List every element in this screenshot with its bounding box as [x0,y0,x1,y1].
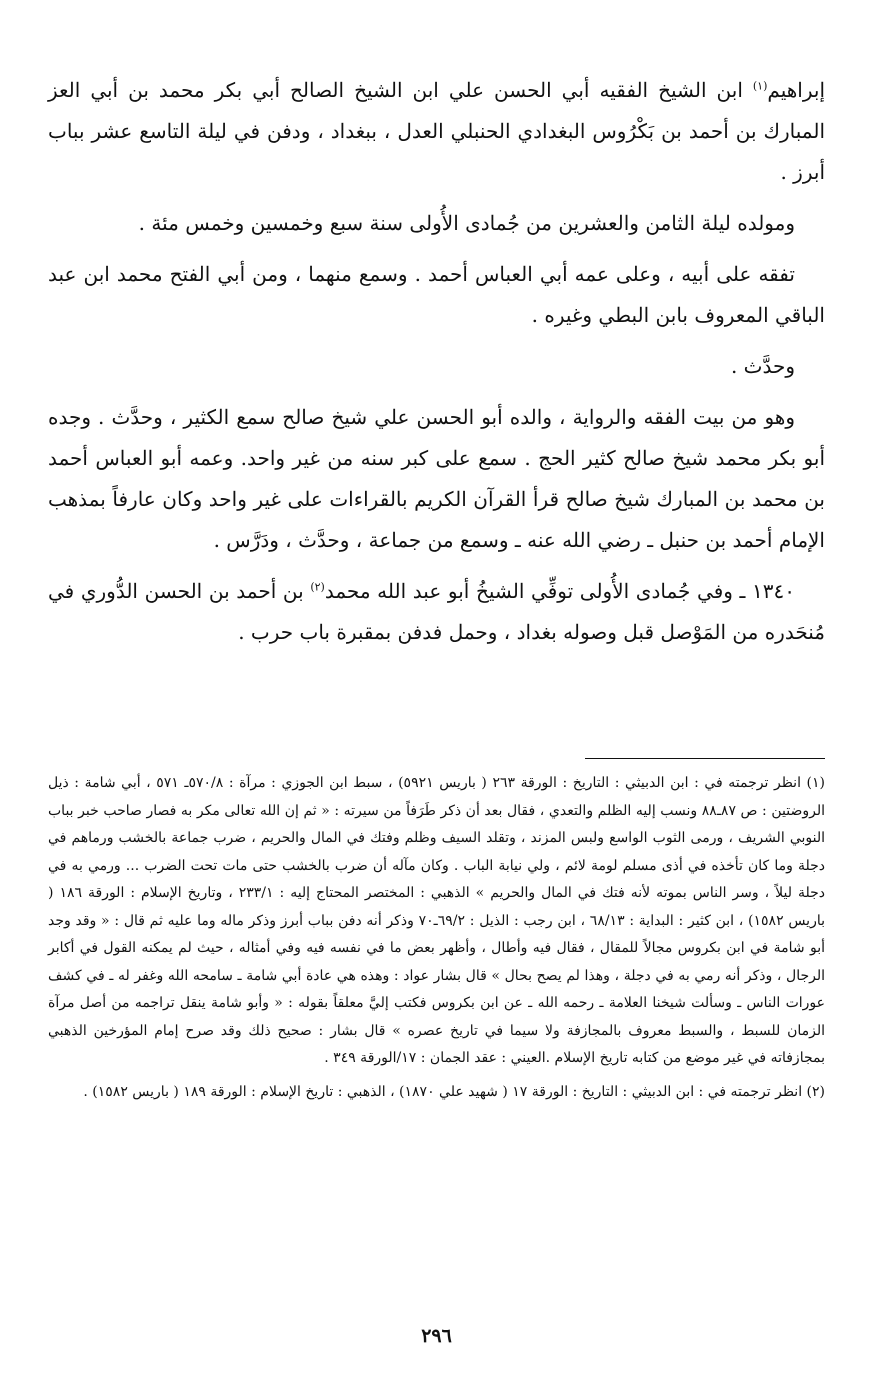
paragraph-study: تفقه على أبيه ، وعلى عمه أبي العباس أحمد . وسمع منهما ، ومن أبي الفتح محمد ابن عبد الباقي المعروف بابن البطي وغيره . [48,262,825,327]
footnote-divider [585,758,825,759]
footnote-ref-2: (٢) [310,580,325,594]
paragraph-ibrahim-lead: إبراهيم [767,78,825,102]
page-number: ٢٩٦ [421,1325,452,1347]
entry-1340-lead: ١٣٤٠ ـ وفي جُمادى الأُولى توفِّي الشيخُ أبو عبد الله محمد [324,579,795,603]
paragraph-ibrahim-text: ابن الشيخ الفقيه أبي الحسن علي ابن الشيخ الصالح أبي بكر محمد بن أبي العز المبارك بن أحمد بن بَكْرُوس البغدادي الحنبلي العدل ، ببغداد ، ودفن في ليلة التاسع عشر بباب أبرز . [48,78,825,184]
footnote-2: (٢) انظر ترجمته في : ابن الدبيثي : التاريخ : الورقة ١٧ ( شهيد علي ١٨٧٠) ، الذهبي : تاريخ الإسلام : الورقة ١٨٩ ( باريس ١٥٨٢) . [83,1083,825,1100]
footnote-ref-1: (١) [752,79,768,93]
entry-1340-text: بن أحمد بن الحسن الدُّوري في مُنحَدره من المَوْصل قبل وصوله بغداد ، وحمل فدفن بمقبرة باب حرب . [48,579,825,644]
main-text [48,70,825,653]
paragraph-narrated: وحدَّث . [730,354,795,378]
paragraph-family: وهو من بيت الفقه والرواية ، والده أبو الحسن علي شيخ صالح سمع الكثير ، وحدَّث . وجده أبو بكر محمد شيخ صالح كثير الحج . سمع على كبر سنه من غير واحد. وعمه أبو العباس أحمد بن محمد بن المبارك شيخ صالح قرأ القرآن الكريم بالقراءات على غير واحد وكان عارفاً بمذهب الإمام أحمد بن حنبل ـ رضي الله عنه ـ وسمع من جماعة ، وحدَّث ، ودَرَّس . [48,405,825,552]
paragraph-ibrahim [48,70,825,193]
footnote-1: (١) انظر ترجمته في : ابن الدبيثي : التاريخ : الورقة ٢٦٣ ( باريس ٥٩٢١) ، سبط ابن الجوزي : مرآة : ٥٧٠/٨ـ ٥٧١ ، أبي شامة : ذيل الروضتين : ص ٨٧ـ٨٨ ونسب إليه الظلم والتعدي ، فقال بعد أن ذكر طَرَفاً من سيرته : « ثم إن الله تعالى مكر به فصار صاحب خبر بباب النوبي الشريف ، ورمى الثوب الواسع ولبس المزند ، وتقلد السيف وظلم وفتك في المال والحريم ، ضرب جماعة بالخشب ورماهم في دجلة وما كان تأخذه في أذى مسلم لومة لائم ، ولي نيابة الباب . وكان مآله أن ضرب بالخشب حتى مات تحت الضرب ... ورمي به في دجلة ليلاً ، وسر الناس بموته لأنه فتك في المال والحريم » الذهبي : المختصر المحتاج إليه : ٢٣٣/١ ، وتاريخ الإسلام : الورقة ١٨٦ ( باريس ١٥٨٢) ، ابن كثير : البداية : ٦٨/١٣ ، ابن رجب : الذيل : ٦٩/٢ـ٧٠ وذكر أنه دفن بباب أبرز وذكر ماله وما عليه ثم قال : « وقد وجد أبو شامة في ابن بكروس مجالاً للمقال ، فقال فيه وأطال ، وأظهر بعض ما في نفسه فيه وفي أمثاله ، حيث لم يمكنه القول في أكابر الرجال ، وذكر أنه رمي به في دجلة ، وهذا لم يصح بحال » قال بشار عواد : وهذه هي عادة أبي شامة ـ سامحه الله وغفر له ـ في كشف عورات الناس ـ وسألت شيخنا العلامة ـ رحمه الله ـ عن ابن بكروس فكتب إليَّ معلقاً بقوله : « وأبو شامة ينقل تراجمه من أصل مرآة الزمان للسبط ، والسبط معروف بالمجازفة ولا سيما في تاريخ عصره » قال بشار : صحيح ذلك وقد صرح إمام المؤرخين الذهبي بمجازفاته في غير موضع من كتابه تاريخ الإسلام .العيني : عقد الجمان : ١٧/الورقة ٣٤٩ . [48,775,826,1066]
footnotes [48,770,825,1106]
paragraph-entry-1340 [48,571,825,653]
paragraph-birth: ومولده ليلة الثامن والعشرين من جُمادى الأُولى سنة سبع وخمسين وخمس مئة . [138,211,795,235]
